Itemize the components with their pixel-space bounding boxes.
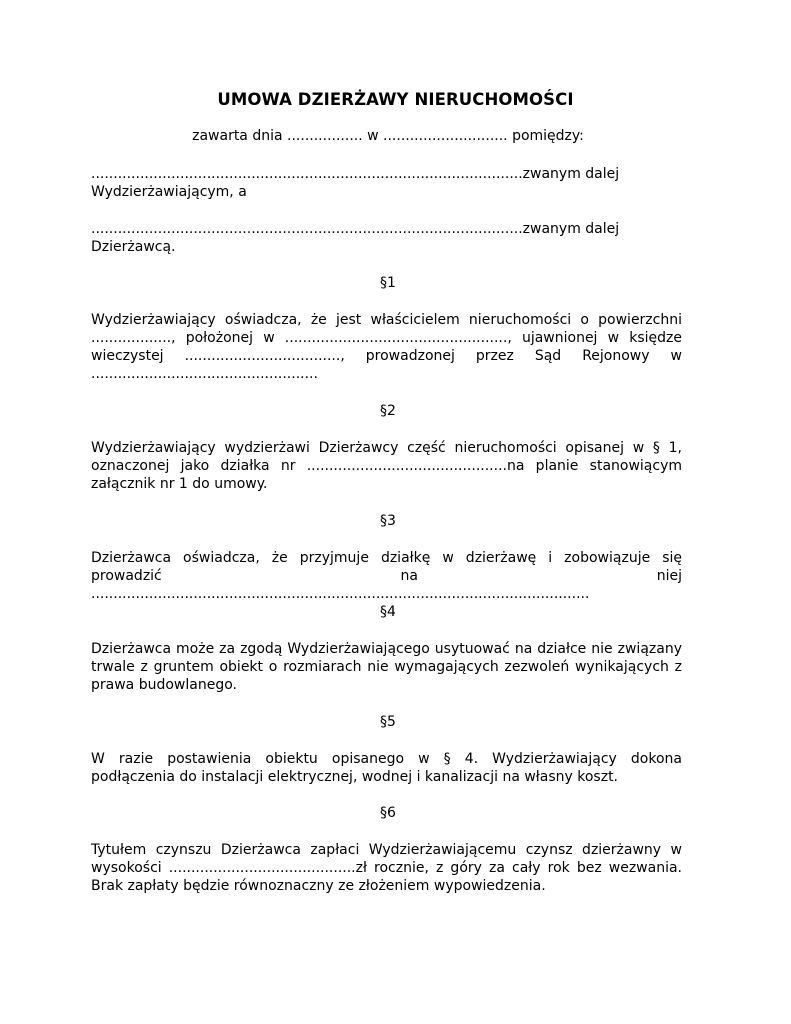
party-one xyxy=(91,165,682,201)
section-3-mark: §3 xyxy=(380,513,396,529)
document-title: UMOWA DZIERŻAWY NIERUCHOMOŚCI xyxy=(217,90,574,109)
section-1-mark: §1 xyxy=(380,275,396,291)
section-2-text: Wydzierżawiający wydzierżawi Dzierżawcy część nieruchomości opisanej w § 1, oznaczonej jako działka nr .............................................na planie stanowiącym załącznik nr 1 do umowy. xyxy=(91,440,682,492)
section-1-text: Wydzierżawiający oświadcza, że jest właścicielem nieruchomości o powierzchni .................., położonej w .................................................., ujawnionej w księdze wieczystej ..................................., prowadzonej przez Sąd Rejonowy w ................................................... xyxy=(91,312,682,382)
contract-intro: zawarta dnia ................. w ............................ pomiędzy: xyxy=(192,128,584,144)
section-4-text: Dzierżawca może za zgodą Wydzierżawiającego usytuować na działce nie związany trwale z gruntem obiekt o rozmiarach nie wymagających zezwoleń wynikających z prawa budowlanego. xyxy=(91,641,682,693)
section-5-text: W razie postawienia obiektu opisanego w § 4. Wydzierżawiający dokona podłączenia do instalacji elektrycznej, wodnej i kanalizacji na własny koszt. xyxy=(91,751,682,785)
section-5-mark: §5 xyxy=(380,714,396,730)
section-6-text: Tytułem czynszu Dzierżawca zapłaci Wydzierżawiającemu czynsz dzierżawny w wysokości ..........................................zł rocznie, z góry za cały rok bez wezwania. Brak zapłaty będzie równoznaczny ze złożeniem wypowiedzenia. xyxy=(91,842,682,894)
section-3-text: Dzierżawca oświadcza, że przyjmuje działkę w dzierżawę i zobowiązuje się prowadzić na niej ................................................................................................................ xyxy=(91,550,682,602)
party-two-role: Dzierżawcą. xyxy=(91,239,176,255)
party-one-line: .................................................................................................zwanym dalej xyxy=(91,166,620,182)
party-two xyxy=(91,220,682,256)
section-4-mark: §4 xyxy=(380,604,396,620)
section-2-mark: §2 xyxy=(380,403,396,419)
party-one-role: Wydzierżawiającym, a xyxy=(91,184,247,200)
party-two-line: .................................................................................................zwanym dalej xyxy=(91,221,620,237)
section-6-mark: §6 xyxy=(380,805,396,821)
